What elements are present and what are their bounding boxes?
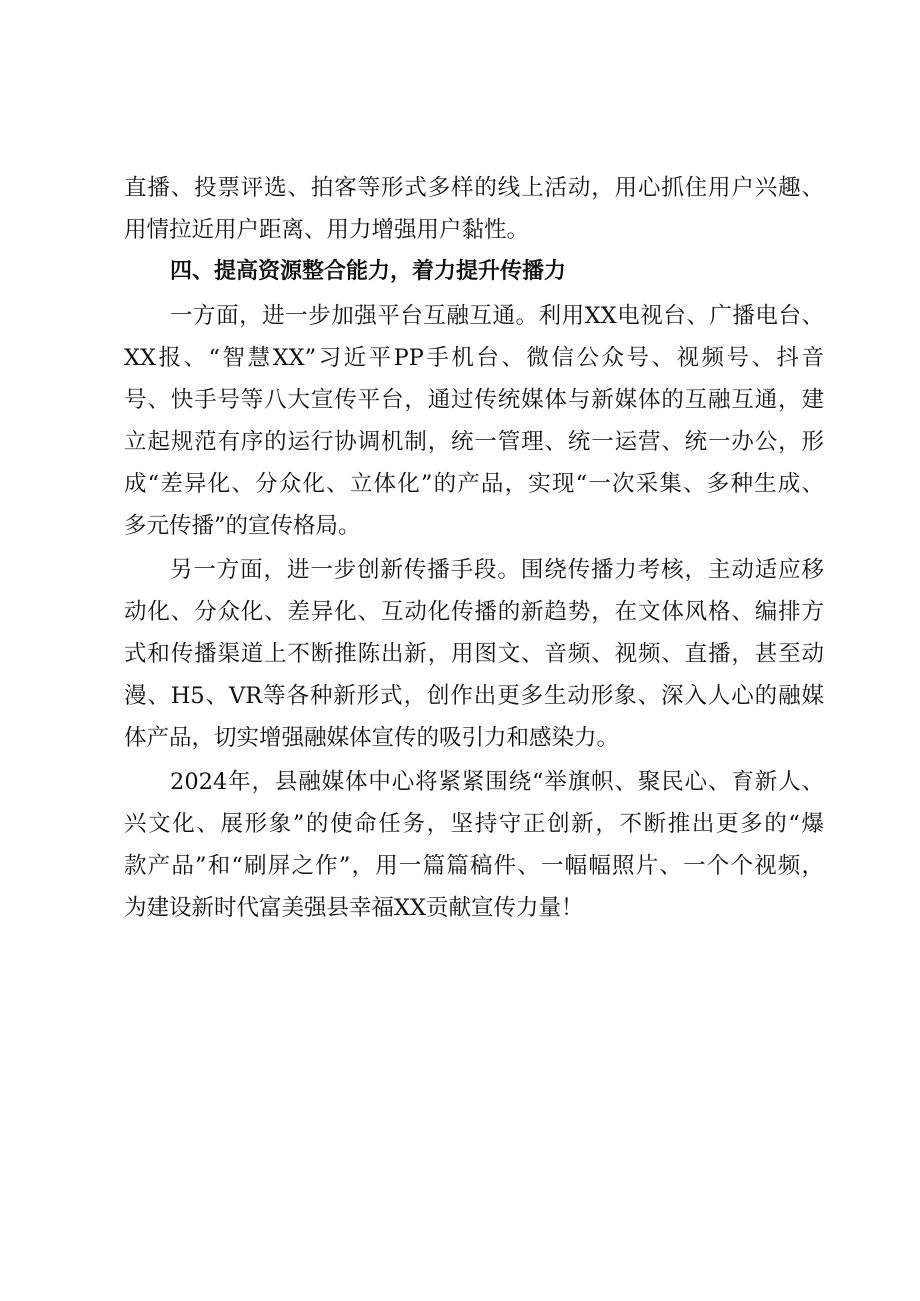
paragraph-line: 2024年，县融媒体中心将紧紧围绕“举旗帜、聚民心、育新人、 bbox=[170, 769, 824, 795]
paragraph-line: 号、快手号等八大宣传平台，通过传统媒体与新媒体的互融互通，建 bbox=[124, 387, 824, 413]
paragraph-line: 另一方面，进一步创新传播手段。围绕传播力考核，主动适应移 bbox=[170, 557, 824, 583]
section-heading: 四、提高资源整合能力，着力提升传播力 bbox=[170, 259, 567, 284]
paragraph-line: 成“差异化、分众化、立体化”的产品，实现“一次采集、多种生成、 bbox=[124, 471, 824, 497]
paragraph-line: 为建设新时代富美强县幸福XX贡献宣传力量！ bbox=[124, 895, 584, 921]
paragraph-line: 一方面，进一步加强平台互融互通。利用XX电视台、广播电台、 bbox=[170, 303, 824, 329]
paragraph-line: 体产品，切实增强融媒体宣传的吸引力和感染力。 bbox=[124, 725, 620, 751]
paragraph-line: 漫、H5、VR等各种新形式，创作出更多生动形象、深入人心的融媒 bbox=[124, 683, 824, 709]
paragraph-line: 立起规范有序的运行协调机制，统一管理、统一运营、统一办公，形 bbox=[124, 429, 824, 455]
paragraph-line: 用情拉近用户距离、用力增强用户黏性。 bbox=[124, 217, 530, 243]
paragraph-line: 式和传播渠道上不断推陈出新，用图文、音频、视频、直播，甚至动 bbox=[124, 641, 824, 667]
paragraph-line: 款产品”和“刷屏之作”，用一篇篇稿件、一幅幅照片、一个个视频， bbox=[124, 853, 824, 879]
paragraph-line: 多元传播”的宣传格局。 bbox=[124, 513, 361, 539]
paragraph-line: 动化、分众化、差异化、互动化传播的新趋势，在文体风格、编排方 bbox=[124, 599, 824, 625]
paragraph-line: 兴文化、展形象”的使命任务，坚持守正创新，不断推出更多的“爆 bbox=[124, 811, 824, 837]
paragraph-line: 直播、投票评选、拍客等形式多样的线上活动，用心抓住用户兴趣、 bbox=[124, 175, 824, 201]
paragraph-line: XX报、“智慧XX”习近平PP手机台、微信公众号、视频号、抖音 bbox=[124, 345, 824, 371]
